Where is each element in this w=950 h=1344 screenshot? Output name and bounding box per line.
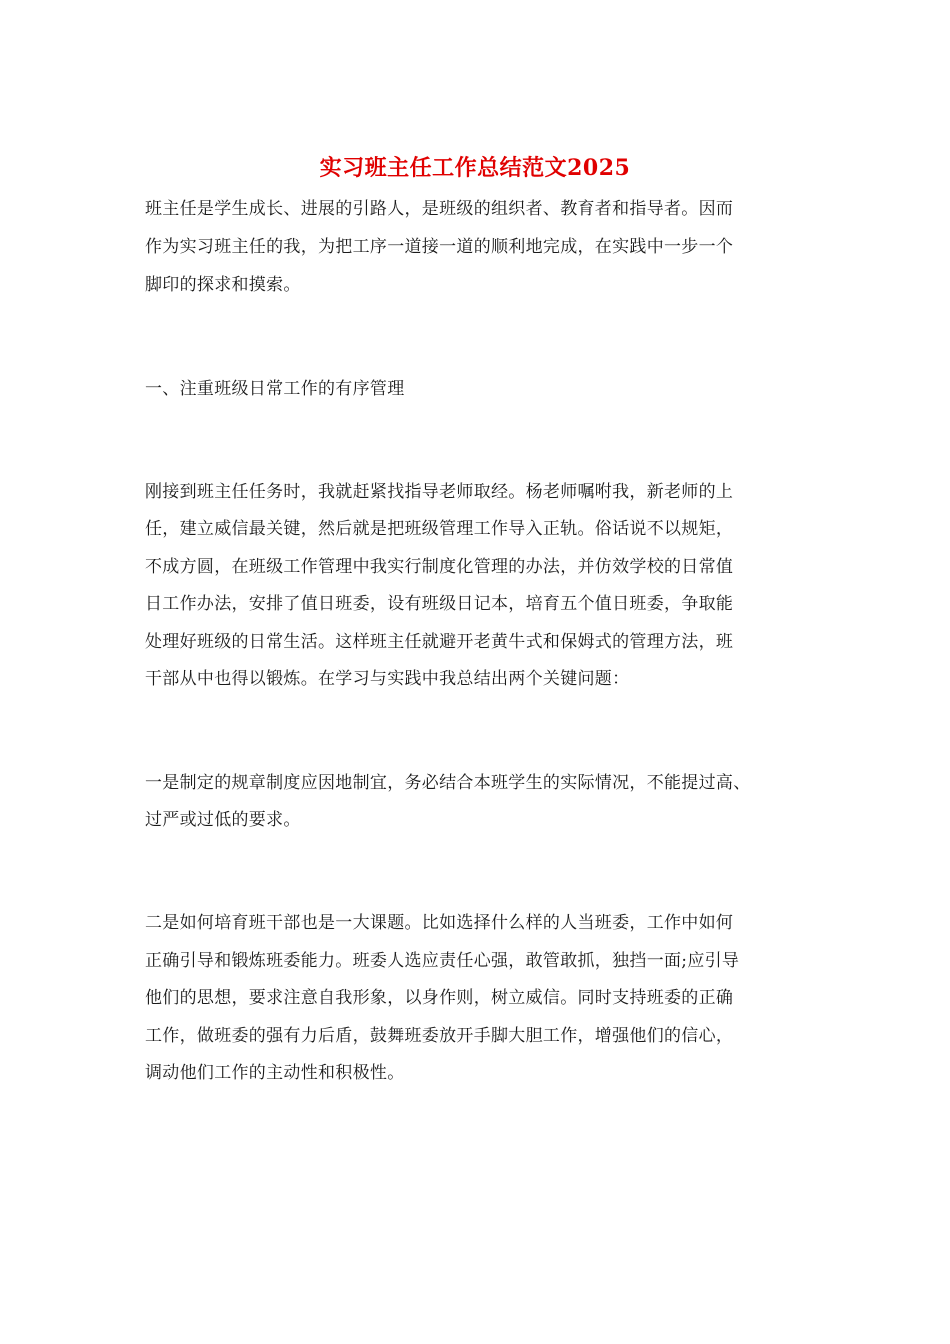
paragraph-4-line-1: 二是如何培育班干部也是一大课题。比如选择什么样的人当班委，工作中如何 (145, 913, 734, 933)
paragraph-intro-line-1: 班主任是学生成长、进展的引路人，是班级的组织者、教育者和指导者。因而 (145, 199, 734, 219)
section-heading-1: 一、注重班级日常工作的有序管理 (145, 379, 405, 399)
paragraph-4-line-3: 他们的思想，要求注意自我形象，以身作则，树立威信。同时支持班委的正确 (145, 988, 734, 1008)
paragraph-2-line-1: 刚接到班主任任务时，我就赶紧找指导老师取经。杨老师嘱咐我，新老师的上 (145, 482, 734, 502)
paragraph-3-line-1: 一是制定的规章制度应因地制宜，务必结合本班学生的实际情况，不能提过高、 (145, 773, 751, 793)
paragraph-3-line-2: 过严或过低的要求。 (145, 810, 301, 830)
paragraph-4-line-4: 工作，做班委的强有力后盾，鼓舞班委放开手脚大胆工作，增强他们的信心， (145, 1026, 734, 1046)
paragraph-2-line-5: 处理好班级的日常生活。这样班主任就避开老黄牛式和保姆式的管理方法，班 (145, 632, 734, 652)
paragraph-4-line-2: 正确引导和锻炼班委能力。班委人选应责任心强，敢管敢抓，独挡一面;应引导 (145, 951, 740, 971)
paragraph-2-line-4: 日工作办法，安排了值日班委，设有班级日记本，培育五个值日班委，争取能 (145, 594, 734, 614)
document-title: 实习班主任工作总结范文2025 (319, 155, 631, 181)
paragraph-2-line-6: 干部从中也得以锻炼。在学习与实践中我总结出两个关键问题： (145, 669, 630, 689)
paragraph-intro-line-2: 作为实习班主任的我，为把工序一道接一道的顺利地完成，在实践中一步一个 (145, 237, 734, 257)
paragraph-4-line-5: 调动他们工作的主动性和积极性。 (145, 1063, 405, 1083)
paragraph-2-line-2: 任，建立威信最关键，然后就是把班级管理工作导入正轨。俗话说不以规矩， (145, 519, 734, 539)
paragraph-intro-line-3: 脚印的探求和摸索。 (145, 275, 301, 295)
paragraph-2-line-3: 不成方圆，在班级工作管理中我实行制度化管理的办法，并仿效学校的日常值 (145, 557, 734, 577)
